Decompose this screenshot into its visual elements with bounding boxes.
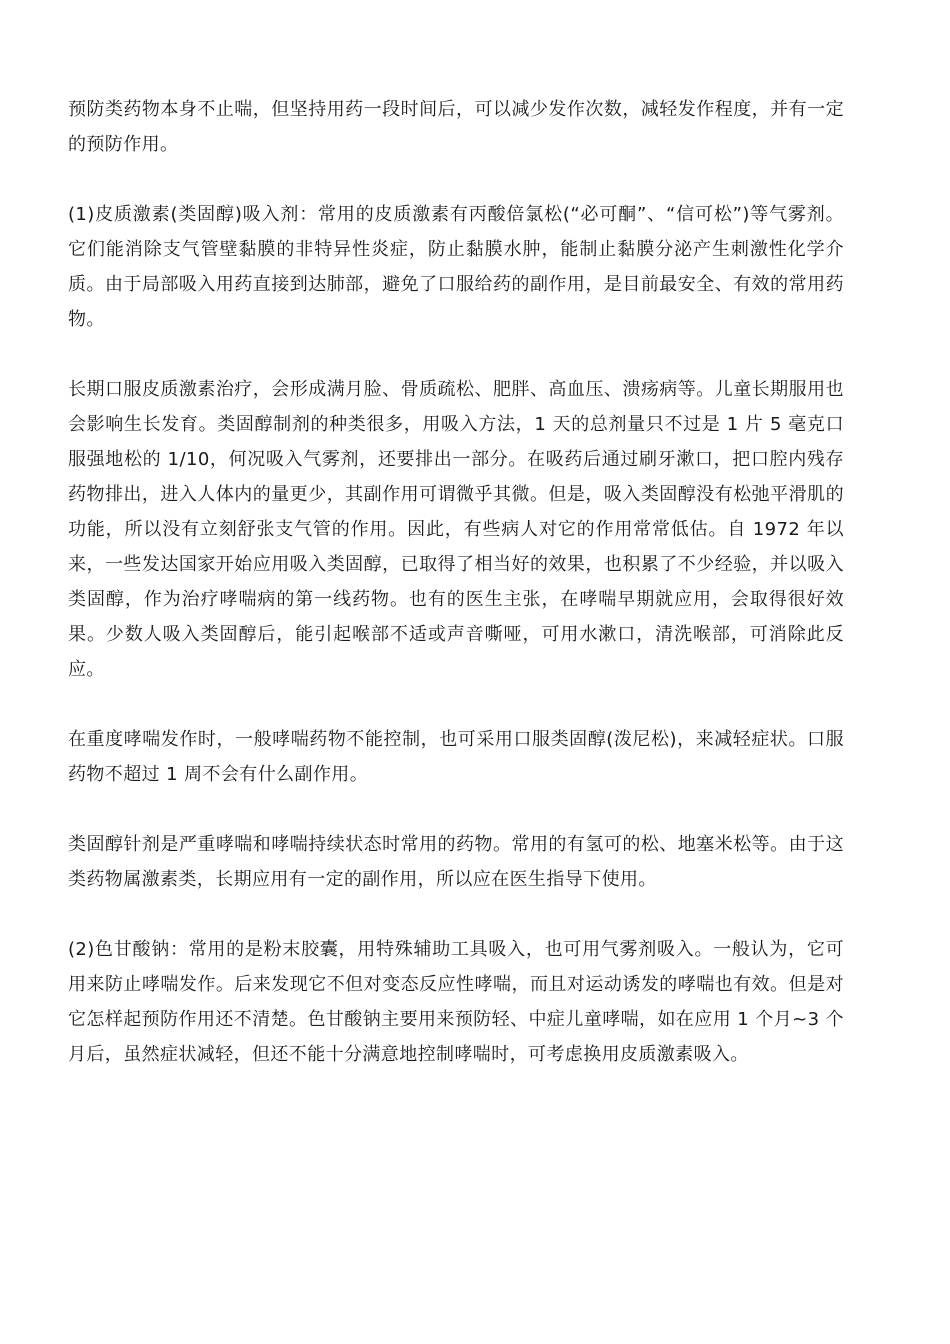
- paragraph-preventive-drugs: 预防类药物本身不止喘，但坚持用药一段时间后，可以减少发作次数，减轻发作程度，并有一定的预防作用。: [68, 99, 844, 155]
- paragraph-severe-asthma-oral: 在重度哮喘发作时，一般哮喘药物不能控制，也可采用口服类固醇(泼尼松)，来减轻症状。口服药物不超过 1 周不会有什么副作用。: [68, 729, 844, 785]
- paragraph-long-term-oral-steroids: 长期口服皮质激素治疗，会形成满月脸、骨质疏松、肥胖、高血压、溃疡病等。儿童长期服用也会影响生长发育。类固醇制剂的种类很多，用吸入方法，1 天的总剂量只不过是 1 片 5 毫克口服强地松的 1/10，何况吸入气雾剂，还要排出一部分。在吸药后通过刷牙漱口，把口腔内残存药物排出，进入人体内的量更少，其副作用可谓微乎其微。但是，吸入类固醇没有松弛平滑肌的功能，所以没有立刻舒张支气管的作用。因此，有些病人对它的作用常常低估。自 1972 年以来，一些发达国家开始应用吸入类固醇，已取得了相当好的效果，也积累了不少经验，并以吸入类固醇，作为治疗哮喘病的第一线药物。也有的医生主张，在哮喘早期就应用，会取得很好效果。少数人吸入类固醇后，能引起喉部不适或声音嘶哑，可用水漱口，清洗喉部，可消除此反应。: [68, 379, 844, 680]
- paragraph-cromolyn-sodium: (2)色甘酸钠：常用的是粉末胶囊，用特殊辅助工具吸入，也可用气雾剂吸入。一般认为，它可用来防止哮喘发作。后来发现它不但对变态反应性哮喘，而且对运动诱发的哮喘也有效。但是对它怎样起预防作用还不清楚。色甘酸钠主要用来预防轻、中症儿童哮喘，如在应用 1 个月~3 个月后，虽然症状减轻，但还不能十分满意地控制哮喘时，可考虑换用皮质激素吸入。: [68, 939, 844, 1065]
- paragraph-steroid-injections: 类固醇针剂是严重哮喘和哮喘持续状态时常用的药物。常用的有氢可的松、地塞米松等。由于这类药物属激素类，长期应用有一定的副作用，所以应在医生指导下使用。: [68, 834, 844, 890]
- document-body: [68, 92, 844, 1107]
- paragraph-corticosteroid-inhalers: (1)皮质激素(类固醇)吸入剂：常用的皮质激素有丙酸倍氯松(“必可酮”、“信可松”)等气雾剂。它们能消除支气管壁黏膜的非特异性炎症，防止黏膜水肿，能制止黏膜分泌产生刺激性化学介质。由于局部吸入用药直接到达肺部，避免了口服给药的副作用，是目前最安全、有效的常用药物。: [68, 204, 844, 330]
